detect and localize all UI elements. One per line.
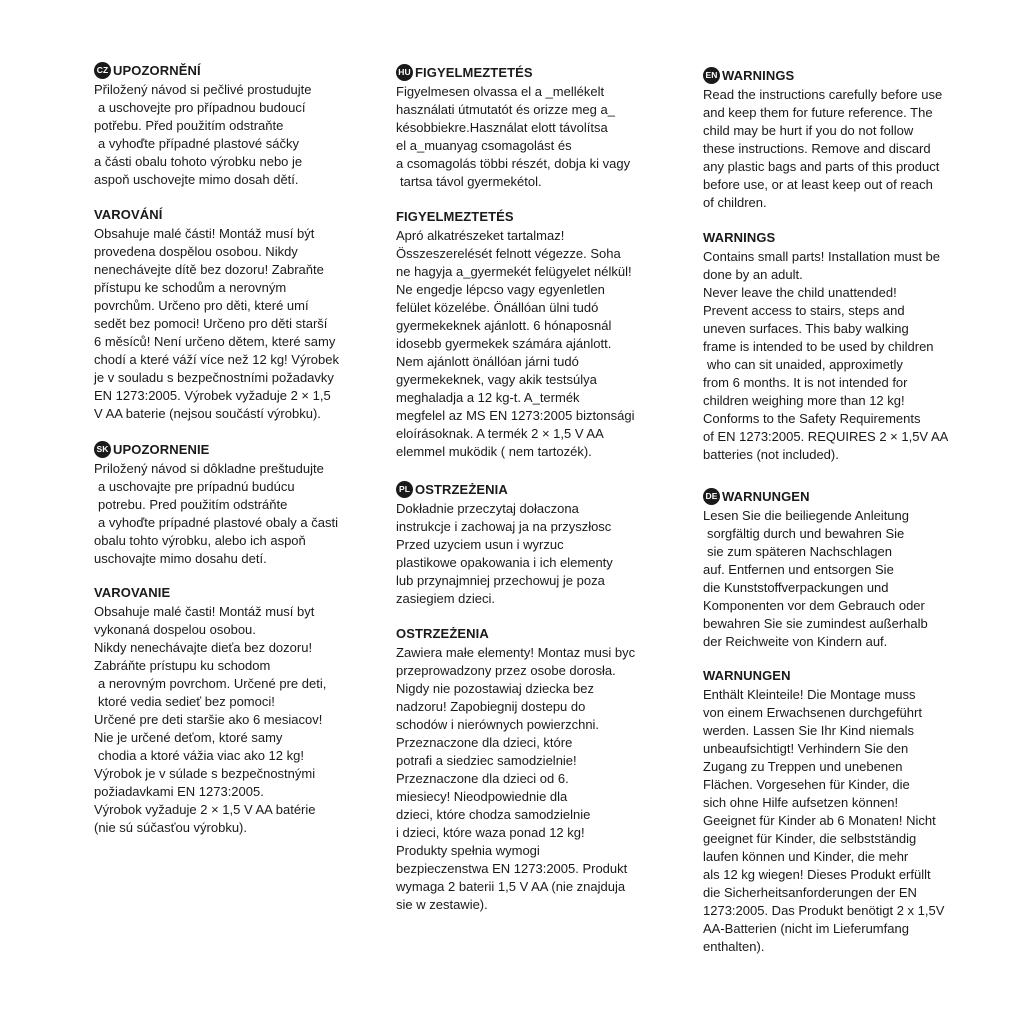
text-line: plastikowe opakowania i ich elementy (396, 555, 613, 570)
text-line: lub przynajmniej przechowuj je poza (396, 573, 605, 588)
text-line: Zugang zu Treppen und unebenen (703, 759, 903, 774)
text-line: bezpieczenstwa EN 1273:2005. Produkt (396, 861, 628, 876)
text-line: these instructions. Remove and discard (703, 141, 931, 156)
text-line: child may be hurt if you do not follow (703, 123, 914, 138)
language-badge-de: DE (703, 488, 720, 505)
heading-text: FIGYELMEZTETÉS (415, 64, 533, 80)
text-line: potrebu. Pred použitím odstráňte (98, 497, 288, 512)
text-line: of EN 1273:2005. REQUIRES 2 × 1,5V AA (703, 429, 949, 444)
text-line: als 12 kg wiegen! Dieses Produkt erfüllt (703, 867, 931, 882)
heading-text: WARNINGS (722, 67, 795, 83)
text-line: geeignet für Kinder, die selbstständig (703, 831, 917, 846)
text-line: any plastic bags and parts of this product (703, 159, 940, 174)
text-line: Never leave the child unattended! (703, 285, 897, 300)
text-line: Nie je určené deťom, ktoré samy (94, 730, 283, 745)
text-line: přístupu ke schodům a nerovným (94, 280, 287, 295)
text-line: a csomagolás többi részét, dobja ki vagy (396, 156, 631, 171)
paragraph-sk-notice (94, 460, 384, 568)
section-pl-notice (396, 480, 686, 608)
text-line: unbeaufsichtigt! Verhindern Sie den (703, 741, 909, 756)
text-line: i dzieci, które waza ponad 12 kg! (396, 825, 585, 840)
text-line: potrafi a siedziec samodzielnie! (396, 753, 577, 768)
text-line: felület közelébe. Önállóan ülni tudó (396, 300, 599, 315)
section-cz-notice (94, 61, 384, 189)
text-line: nenechávejte dítě bez dozoru! Zabraňte (94, 262, 324, 277)
text-line: Prevent access to stairs, steps and (703, 303, 905, 318)
text-line: Összeszerelését felnott végezze. Soha (396, 246, 621, 261)
text-line: Geeignet für Kinder ab 6 Monaten! Nicht (703, 813, 936, 828)
text-line: Obsahuje malé části! Montáž musí být (94, 226, 315, 241)
text-line: batteries (not included). (703, 447, 839, 462)
text-line: ktoré vedia sedieť bez pomoci! (98, 694, 275, 709)
text-line: die Kunststoffverpackungen und (703, 580, 889, 595)
text-line: von einem Erwachsenen durchgeführt (703, 705, 922, 720)
text-line: sedět bez pomoci! Určeno pro děti starší (94, 316, 328, 331)
text-line: Určené pre deti staršie ako 6 mesiacov! (94, 712, 323, 727)
text-line: laufen können und Kinder, die mehr (703, 849, 909, 864)
text-line: sie zum späteren Nachschlagen (707, 544, 892, 559)
text-line: a vyhoďte prípadné plastové obaly a časti (98, 515, 338, 530)
text-line: Przeznaczone dla dzieci, które (396, 735, 573, 750)
text-line: késobbiekre.Használat elott távolítsa (396, 120, 608, 135)
text-line: done by an adult. (703, 267, 803, 282)
text-line: Figyelmesen olvassa el a _mellékelt (396, 84, 605, 99)
text-line: zasiegiem dzieci. (396, 591, 495, 606)
text-line: sorgfältig durch und bewahren Sie (707, 526, 905, 541)
text-line: ne hagyja a_gyermekét felügyelet nélkül! (396, 264, 632, 279)
text-line: sie w zestawie). (396, 897, 488, 912)
text-line: Nem ajánlott önállóan járni tudó (396, 354, 579, 369)
text-line: Lesen Sie die beiliegende Anleitung (703, 508, 910, 523)
text-line: Komponenten vor dem Gebrauch oder (703, 598, 925, 613)
text-line: from 6 months. It is not intended for (703, 375, 908, 390)
text-line: meghaladja a 12 kg-t. A_termék (396, 390, 580, 405)
text-line: sich ohne Hilfe aufsetzen können! (703, 795, 899, 810)
section-sk-notice (94, 440, 384, 568)
text-line: 6 měsíců! Není určeno dětem, které samy (94, 334, 336, 349)
text-line: Apró alkatrészeket tartalmaz! (396, 228, 565, 243)
heading-hu-warning: FIGYELMEZTETÉS (396, 208, 514, 224)
text-line: of children. (703, 195, 767, 210)
heading-text: WARNUNGEN (722, 488, 810, 504)
text-line: uneven surfaces. This baby walking (703, 321, 909, 336)
text-line: dzieci, które chodza samodzielnie (396, 807, 591, 822)
paragraph-en-notice (703, 86, 993, 212)
text-line: eloírásoknak. A termék 2 × 1,5 V AA (396, 426, 604, 441)
text-line: a části obalu tohoto výrobku nebo je (94, 154, 303, 169)
text-line: schodów i nierównych powierzchni. (396, 717, 600, 732)
section-hu-warning (396, 207, 686, 461)
text-line: provedena dospělou osobou. Nikdy (94, 244, 298, 259)
paragraph-sk-warning (94, 603, 384, 837)
text-line: Zawiera małe elementy! Montaz musi byc (396, 645, 636, 660)
section-cz-warning (94, 205, 384, 423)
section-en-notice (703, 66, 993, 212)
text-line: Obsahuje malé časti! Montáž musí byt (94, 604, 315, 619)
heading-en-warning: WARNINGS (703, 229, 776, 245)
paragraph-hu-warning (396, 227, 686, 461)
text-line: Dokładnie przeczytaj dołaczona (396, 501, 579, 516)
text-line: Nikdy nenechávajte dieťa bez dozoru! (94, 640, 313, 655)
text-line: idosebb gyermekek számára ajánlott. (396, 336, 612, 351)
text-line: bewahren Sie sie zumindest außerhalb (703, 616, 928, 631)
text-line: Enthält Kleinteile! Die Montage muss (703, 687, 916, 702)
heading-de-warning: WARNUNGEN (703, 667, 791, 683)
heading-cz-notice (94, 61, 384, 79)
text-line: Produkty spełnia wymogi (396, 843, 540, 858)
heading-pl-warning: OSTRZEŻENIA (396, 625, 489, 641)
text-line: 1273:2005. Das Produkt benötigt 2 x 1,5V (703, 903, 945, 918)
text-line: enthalten). (703, 939, 765, 954)
text-line: (nie sú súčasťou výrobku). (94, 820, 247, 835)
paragraph-en-warning (703, 248, 993, 464)
language-badge-pl: PL (396, 481, 413, 498)
section-de-warning (703, 666, 993, 956)
text-line: miesiecy! Nieodpowiednie dla (396, 789, 568, 804)
paragraph-cz-warning (94, 225, 384, 423)
text-line: povrchům. Určeno pro děti, které umí (94, 298, 309, 313)
text-line: V AA baterie (nejsou součástí výrobku). (94, 406, 321, 421)
paragraph-de-warning (703, 686, 993, 956)
text-line: gyermekeknek, vagy akik testsúlya (396, 372, 597, 387)
text-line: a vyhoďte případné plastové sáčky (98, 136, 299, 151)
text-line: Conforms to the Safety Requirements (703, 411, 921, 426)
heading-cz-warning: VAROVÁNÍ (94, 206, 163, 222)
heading-pl-notice (396, 480, 686, 498)
section-sk-warning (94, 583, 384, 837)
text-line: auf. Entfernen und entsorgen Sie (703, 562, 894, 577)
text-line: aspoň uschovejte mimo dosah dětí. (94, 172, 299, 187)
text-line: Priložený návod si dôkladne preštudujte (94, 461, 324, 476)
text-line: a nerovným povrchom. Určené pre deti, (98, 676, 327, 691)
text-line: AA-Batterien (nicht im Lieferumfang (703, 921, 909, 936)
text-line: instrukcje i zachowaj ja na przyszłosc (396, 519, 612, 534)
text-line: Flächen. Vorgesehen für Kinder, die (703, 777, 910, 792)
text-line: children weighing more than 12 kg! (703, 393, 905, 408)
text-line: potřebu. Před použitím odstraňte (94, 118, 284, 133)
text-line: uschovajte mimo dosahu detí. (94, 551, 267, 566)
text-line: Przeznaczone dla dzieci od 6. (396, 771, 569, 786)
text-line: chodí a které váží více než 12 kg! Výrobek (94, 352, 339, 367)
text-line: tartsa távol gyermekétol. (400, 174, 542, 189)
language-badge-sk: SK (94, 441, 111, 458)
text-line: Zabráňte prístupu ku schodom (94, 658, 271, 673)
section-hu-notice (396, 63, 686, 191)
section-pl-warning (396, 624, 686, 914)
heading-text: OSTRZEŻENIA (415, 481, 508, 497)
heading-sk-notice (94, 440, 384, 458)
text-line: Nigdy nie pozostawiaj dziecka bez (396, 681, 594, 696)
heading-hu-notice (396, 63, 686, 81)
text-line: die Sicherheitsanforderungen der EN (703, 885, 917, 900)
text-line: before use, or at least keep out of reach (703, 177, 933, 192)
text-line: je v souladu s bezpečnostními požadavky (94, 370, 334, 385)
text-line: who can sit unaided, approximetly (707, 357, 903, 372)
text-line: Ne engedje lépcso vagy egyenletlen (396, 282, 605, 297)
language-badge-cz: CZ (94, 62, 111, 79)
section-de-notice (703, 487, 993, 651)
text-line: werden. Lassen Sie Ihr Kind niemals (703, 723, 915, 738)
section-en-warning (703, 228, 993, 464)
text-line: használati útmutatót és orizze meg a_ (396, 102, 615, 117)
text-line: der Reichweite von Kindern auf. (703, 634, 888, 649)
text-line: el a_muanyag csomagolást és (396, 138, 572, 153)
paragraph-hu-notice (396, 83, 686, 191)
text-line: megfelel az MS EN 1273:2005 biztonsági (396, 408, 635, 423)
heading-text: UPOZORNENIE (113, 441, 210, 457)
text-line: nadzoru! Zapobiegnij dostepu do (396, 699, 586, 714)
text-line: przeprowadzony przez osobe dorosła. (396, 663, 616, 678)
text-line: a uschovejte pro případnou budoucí (98, 100, 306, 115)
text-line: Przed uzyciem usun i wyrzuc (396, 537, 564, 552)
text-line: vykonaná dospelou osobou. (94, 622, 256, 637)
heading-de-notice (703, 487, 993, 505)
text-line: frame is intended to be used by children (703, 339, 934, 354)
text-line: Výrobok vyžaduje 2 × 1,5 V AA batérie (94, 802, 316, 817)
text-line: požiadavkami EN 1273:2005. (94, 784, 264, 799)
text-line: wymaga 2 baterii 1,5 V AA (nie znajduja (396, 879, 626, 894)
text-line: Přiložený návod si pečlivé prostudujte (94, 82, 312, 97)
text-line: elemmel muködik ( nem tartozék). (396, 444, 592, 459)
text-line: gyermekeknek ajánlott. 6 hónaposnál (396, 318, 612, 333)
text-line: and keep them for future reference. The (703, 105, 933, 120)
text-line: chodia a ktoré vážia viac ako 12 kg! (98, 748, 304, 763)
language-badge-en: EN (703, 67, 720, 84)
text-line: Read the instructions carefully before use (703, 87, 943, 102)
text-line: EN 1273:2005. Výrobek vyžaduje 2 × 1,5 (94, 388, 331, 403)
text-line: Contains small parts! Installation must be (703, 249, 940, 264)
text-line: obalu tohto výrobku, alebo ich aspoň (94, 533, 306, 548)
paragraph-pl-notice (396, 500, 686, 608)
paragraph-de-notice (703, 507, 993, 651)
language-badge-hu: HU (396, 64, 413, 81)
heading-text: UPOZORNĚNÍ (113, 62, 201, 78)
heading-sk-warning: VAROVANIE (94, 584, 171, 600)
paragraph-pl-warning (396, 644, 686, 914)
paragraph-cz-notice (94, 81, 384, 189)
text-line: Výrobok je v súlade s bezpečnostnými (94, 766, 316, 781)
text-line: a uschovajte pre prípadnú budúcu (98, 479, 295, 494)
heading-en-notice (703, 66, 993, 84)
